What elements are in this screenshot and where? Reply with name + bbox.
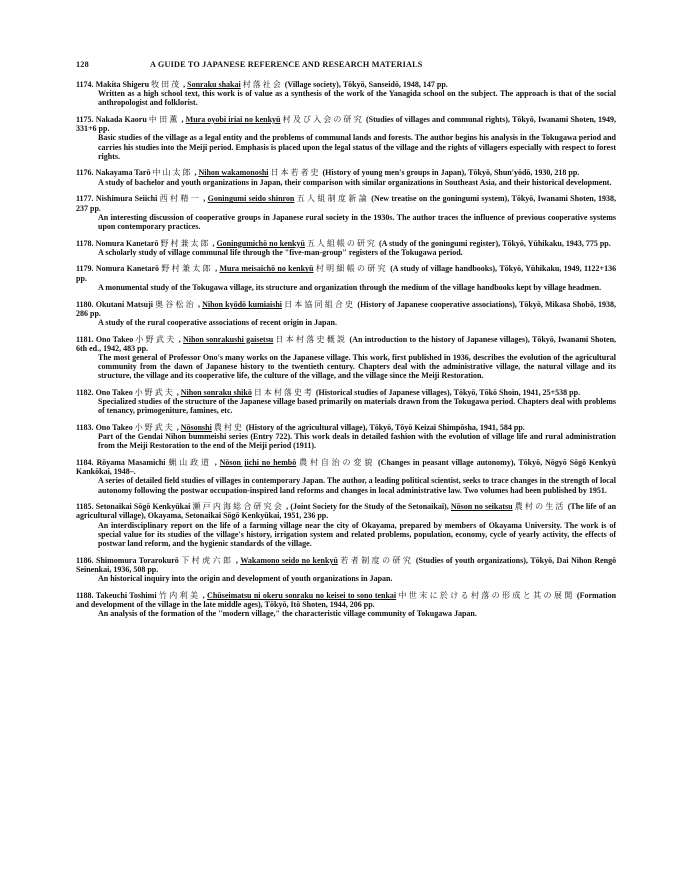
entry-title: Wakamono seido no kenkyū — [240, 555, 338, 565]
entry-author-kanji: 中山太郎 — [152, 168, 193, 178]
entry-title-kanji: 村落社会 — [242, 80, 283, 89]
entry-author-kanji: 中田薫 — [148, 115, 180, 125]
entry-annotation: An interesting discussion of cooperative groups in Japanese rural society in the 1930s. The author traces the influence of previous cooperative systems upon contemporary practices. — [98, 212, 616, 231]
running-title: A GUIDE TO JAPANESE REFERENCE AND RESEARCH MATERIALS — [150, 60, 423, 69]
entry-citation: 1180. Okutani Matsuji 奥谷松治 , Nihon kyōdō kumiaishi 日本協同組合史 (History of Japanese cooperative associations), Tōkyō, Mikasa Shobō, 1938, 286 pp. — [76, 299, 616, 318]
entry-author-kanji: 瀬戸内海総合研究会 — [192, 502, 285, 512]
entry-title: Nōsonshi — [180, 423, 212, 433]
entry-title-kanji: 村明細帳の研究 — [315, 264, 388, 274]
entry-citation: 1179. Nomura Kanetarō 野村兼太郎 , Mura meisaichō no kenkyū 村明細帳の研究 (A study of village handbooks), Tōkyō, Yūhikaku, 1949, 1122+136 pp. — [76, 264, 617, 283]
entry-title-kanji: 五人組制度新論 — [296, 194, 369, 204]
entry-citation: 1175. Nakada Kaoru 中田薫 , Mura oyobi iriai no kenkyū 村及び入会の研究 (Studies of villages and communal rights), Tōkyō, Iwanami Shoten, 1949, 331+6 pp. — [76, 115, 617, 134]
entry-author-translation: (Joint Society for the Study of the Setonaikai), — [290, 502, 449, 512]
entry-author: Nakayama Tarō — [95, 168, 151, 178]
entry-citation: 1186. Shimomura Torarokurō 下村虎六郎 , Wakamono seido no kenkyū 若者制度の研究 (Studies of youth organizations), Tōkyō, Dai Nihon Rengō Seinenkai, 1936, 508 pp. — [76, 555, 617, 574]
entry-author-kanji: 牧田茂 — [151, 80, 182, 89]
entry-publication: (History of Japanese cooperative associations), Tōkyō, Mikasa Shobō, 1938, 286 pp. — [76, 299, 616, 318]
entry-author: Ono Takeo — [95, 334, 134, 344]
entry-annotation: A study of the rural cooperative associations of recent origin in Japan. — [98, 317, 337, 327]
entry-annotation: A study of bachelor and youth organizations in Japan, their comparison with similar organizations in Southeast Asia, and their historical development. — [98, 177, 612, 187]
entry-annotation: A scholarly study of village communal life through the "five-man-group" registers of the Tokugawa period. — [98, 247, 463, 257]
entry-list — [76, 80, 616, 618]
bibliography-entry — [76, 264, 616, 291]
entry-annotation: An interdisciplinary report on the life of a farming village near the city of Okayama, prepared by members of Okayama University. The work is of special value for its studies of the village's history, irrigation system and related problems, population, economy, cycle of yearly activity, the effects of postwar land reform, and the hygienic standards of the village. — [98, 520, 616, 548]
entry-annotation: An historical inquiry into the origin and development of youth organizations in Japan. — [98, 574, 393, 583]
entry-author: Shimomura Torarokurō — [96, 555, 179, 565]
entry-citation: 1184. Rōyama Masamichi 蝋山政道 , Nōson jichi no hembō 農村自治の変貌 (Changes in peasant village autonomy), Tōkyō, Nōgyō Sōgō Kenkyū Kankōkai, 1948–. — [76, 458, 617, 477]
entry-publication: (History of the agricultural village), Tōkyō, Tōyō Keizai Shimpōsha, 1941, 584 pp. — [245, 423, 525, 433]
bibliography-entry — [76, 388, 616, 415]
entry-title: Goningumichō no kenkyū — [216, 238, 305, 248]
page-number: 128 — [76, 60, 89, 69]
entry-title-kanji: 日本村落史概説 — [275, 334, 348, 344]
entry-author: Rōyama Masamichi — [96, 458, 166, 468]
bibliography-entry — [76, 458, 616, 495]
entry-author-kanji: 小野武夫 — [134, 423, 175, 433]
bibliography-entry — [76, 80, 616, 107]
entry-author-kanji: 下村虎六郎 — [181, 555, 234, 565]
entry-annotation: Part of the Gendai Nihon bummeishi series (Entry 722). This work deals in detailed fashion with the evolution of village life and rural administration from the Meiji Restoration to the end of the Meiji period (1911). — [98, 432, 616, 451]
entry-annotation: Basic studies of the village as a legal entity and the problems of communal lands and forests. The author begins his analysis in the Tokugawa period and carries his studies into the Meiji period. Emphasis is placed upon the legal status of the village and the rights of villagers especially with respect to forest rights. — [98, 133, 616, 161]
entry-title: Nihon sonraku shikō — [180, 387, 252, 397]
bibliography-entry — [76, 502, 616, 548]
entry-publication: (History of young men's groups in Japan), Tōkyō, Shun'yōdō, 1930, 218 pp. — [322, 168, 580, 178]
entry-publication: (Formation and development of the village in the late middle ages), Tōkyō, Itō Shoten, 1944, 206 pp. — [76, 590, 617, 609]
entry-citation: 1174. Makita Shigeru 牧田茂 , Sonraku shakai 村落社会 (Village society), Tōkyō, Sanseidō, 1948, 147 pp. — [76, 80, 448, 89]
entry-author-kanji: 西村精一 — [159, 194, 201, 204]
entry-title: Mura oyobi iriai no kenkyū — [185, 115, 281, 125]
bibliography-entry — [76, 194, 616, 231]
page-header — [76, 60, 616, 72]
entry-annotation: Written as a high school text, this work is of value as a synthesis of the work of the Yanagida school on the subject. The approach is that of the social anthropologist and folklorist. — [98, 89, 616, 108]
entry-author: Nomura Kanetarō — [95, 264, 160, 274]
entry-title: Nihon wakamonoshi — [198, 168, 269, 178]
entry-author-kanji: 小野武夫 — [134, 387, 175, 397]
entry-number: 1184. — [76, 458, 94, 468]
bibliography-entry — [76, 423, 616, 450]
entry-annotation: The most general of Professor Ono's many works on the Japanese village. This work, first published in 1936, describes the evolution of the agricultural community from the dawn of Japanese history to the twentieth century. Chapters deal with the administrative village, the natural village and its structure, the village and its cooperative life, the culture of the village, and the village since the Meiji Restoration. — [98, 352, 616, 381]
entry-author: Makita Shigeru — [95, 80, 150, 89]
entry-annotation: A monumental study of the Tokugawa village, its structure and organization through the medium of the village handbooks kept by village headmen. — [98, 282, 602, 292]
entry-author: Nakada Kaoru — [95, 115, 147, 125]
entry-title: Chūseimatsu ni okeru sonraku no keisei to sono tenkai — [207, 590, 397, 600]
entry-author-kanji: 小野武夫 — [135, 334, 177, 344]
entry-author: Takeuchi Toshimi — [95, 590, 157, 600]
bibliography-entry — [76, 239, 616, 257]
entry-publication: (An introduction to the history of Japanese villages), Tōkyō, Iwanami Shoten, 6th ed., 1942, 483 pp. — [76, 334, 617, 353]
entry-title: Mura meisaichō no kenkyū — [219, 264, 314, 274]
entry-title-kanji: 日本協同組合史 — [284, 299, 356, 309]
entry-title-kanji: 村及び入会の研究 — [282, 115, 364, 125]
entry-title: Nōson jichi no hembō — [219, 458, 297, 468]
entry-number: 1181. — [76, 334, 94, 344]
entry-number: 1186. — [76, 555, 94, 565]
entry-number: 1174. — [76, 80, 94, 89]
entry-author: Ono Takeo — [95, 423, 133, 433]
entry-author: Nomura Kanetarō — [95, 238, 159, 248]
entry-number: 1177. — [76, 194, 94, 204]
entry-number: 1182. — [76, 387, 94, 397]
entry-author-kanji: 野村兼太郎 — [161, 264, 213, 274]
entry-author-kanji: 竹内利美 — [158, 590, 201, 600]
entry-publication: (Village society), Tōkyō, Sanseidō, 1948, 147 pp. — [284, 80, 448, 89]
entry-number: 1183. — [76, 423, 94, 433]
entry-title-kanji: 農村自治の変貌 — [299, 458, 376, 468]
entry-number: 1185. — [76, 502, 94, 512]
bibliography-entry — [76, 556, 616, 583]
entry-title: Nihon kyōdō kumiaishi — [202, 299, 282, 309]
entry-author: Setonaikai Sōgō Kenkyūkai — [95, 502, 191, 512]
entry-citation: 1188. Takeuchi Toshimi 竹内利美 , Chūseimatsu ni okeru sonraku no keisei to sono tenkai 中世末に於ける村落の形成と其の展開 (Formation and development of the village in the late middle ages), Tōkyō, Itō Shoten, 1944, 206 pp. — [76, 590, 617, 609]
entry-citation: 1178. Nomura Kanetarō 野村兼太郎 , Goningumichō no kenkyū 五人組帳の研究 (A study of the goningumi register), Tōkyō, Yūhikaku, 1943, 775 pp. — [76, 238, 611, 248]
entry-publication: (The life of an agricultural village), Okayama, Setonaikai Sōgō Kenkyūkai, 1951, 236 pp. — [76, 502, 617, 521]
entry-annotation: A series of detailed field studies of villages in contemporary Japan. The author, a leading political scientist, seeks to trace changes in the strength of local autonomy following the postwar occupation-inspired land reforms and changes in local administrative law. Two volumes had been published by 1951. — [98, 476, 616, 495]
entry-publication: (Studies of villages and communal rights), Tōkyō, Iwanami Shoten, 1949, 331+6 pp. — [76, 115, 617, 134]
entry-annotation: Specialized studies of the structure of the Japanese village based primarily on materials drawn from the Tokugawa period. Chapters deal with problems of tenancy, primogeniture, famines, etc. — [98, 397, 616, 416]
entry-title-kanji: 日本若者史 — [270, 168, 321, 178]
entry-publication: (New treatise on the goningumi system), Tōkyō, Iwanami Shoten, 1938, 237 pp. — [76, 194, 617, 213]
entry-title-kanji: 日本村落史考 — [253, 387, 314, 397]
entry-author-kanji: 野村兼太郎 — [160, 238, 211, 248]
bibliography-entry — [76, 591, 616, 618]
entry-publication: (Changes in peasant village autonomy), Tōkyō, Nōgyō Sōgō Kenkyū Kankōkai, 1948–. — [76, 458, 617, 477]
entry-citation: 1182. Ono Takeo 小野武夫 , Nihon sonraku shikō 日本村落史考 (Historical studies of Japanese villages), Tōkyō, Tōkō Shoin, 1941, 25+538 pp. — [76, 387, 581, 397]
entry-title: Nōson no seikatsu — [450, 502, 513, 512]
entry-publication: (A study of village handbooks), Tōkyō, Yūhikaku, 1949, 1122+136 pp. — [76, 264, 617, 283]
entry-author: Nishimura Seiichi — [95, 194, 158, 204]
entry-citation: 1183. Ono Takeo 小野武夫 , Nōsonshi 農村史 (History of the agricultural village), Tōkyō, Tōyō Keizai Shimpōsha, 1941, 584 pp. — [76, 423, 525, 433]
entry-number: 1178. — [76, 238, 94, 248]
entry-title-kanji: 中世末に於ける村落の形成と其の展開 — [398, 590, 575, 600]
entry-title: Sonraku shakai — [187, 80, 241, 89]
entry-publication: (A study of the goningumi register), Tōkyō, Yūhikaku, 1943, 775 pp. — [378, 238, 611, 248]
entry-title: Goningumi seido shinron — [207, 194, 295, 204]
entry-author-kanji: 奥谷松治 — [155, 299, 196, 309]
entry-citation: 1176. Nakayama Tarō 中山太郎 , Nihon wakamonoshi 日本若者史 (History of young men's groups in Japan), Tōkyō, Shun'yōdō, 1930, 218 pp. — [76, 168, 580, 178]
entry-number: 1188. — [76, 590, 94, 600]
entry-number: 1175. — [76, 115, 94, 125]
entry-author-kanji: 蝋山政道 — [168, 458, 212, 468]
document-page — [76, 60, 616, 626]
entry-title-kanji: 若者制度の研究 — [340, 555, 414, 565]
entry-title-kanji: 農村史 — [213, 423, 244, 433]
entry-number: 1176. — [76, 168, 94, 178]
entry-publication: (Studies of youth organizations), Tōkyō, Dai Nihon Rengō Seinenkai, 1936, 508 pp. — [76, 555, 617, 574]
entry-citation: 1181. Ono Takeo 小野武夫 , Nihon sonrakushi gaisetsu 日本村落史概説 (An introduction to the history of Japanese villages), Tōkyō, Iwanami Shoten, 6th ed., 1942, 483 pp. — [76, 334, 617, 353]
entry-title-kanji: 農村の生活 — [514, 502, 566, 512]
bibliography-entry — [76, 115, 616, 161]
entry-title-kanji: 五人組帳の研究 — [306, 238, 377, 248]
bibliography-entry — [76, 168, 616, 186]
entry-author: Ono Takeo — [95, 387, 133, 397]
bibliography-entry — [76, 300, 616, 327]
entry-number: 1179. — [76, 264, 94, 274]
entry-citation: 1185. Setonaikai Sōgō Kenkyūkai 瀬戸内海総合研究会 , (Joint Society for the Study of the Setonaikai), Nōson no seikatsu 農村の生活 (The life of an agricultural village), Okayama, Setonaikai Sōgō Kenkyūkai, 1951, 236 pp. — [76, 502, 617, 521]
bibliography-entry — [76, 335, 616, 381]
entry-author: Okutani Matsuji — [95, 299, 153, 309]
entry-number: 1180. — [76, 299, 94, 309]
entry-annotation: An analysis of the formation of the "modern village," the characteristic village community of Tokugawa Japan. — [98, 609, 477, 619]
entry-publication: (Historical studies of Japanese villages), Tōkyō, Tōkō Shoin, 1941, 25+538 pp. — [315, 387, 581, 397]
entry-citation: 1177. Nishimura Seiichi 西村精一 , Goningumi seido shinron 五人組制度新論 (New treatise on the goningumi system), Tōkyō, Iwanami Shoten, 1938, 237 pp. — [76, 194, 617, 213]
entry-title: Nihon sonrakushi gaisetsu — [182, 334, 274, 344]
